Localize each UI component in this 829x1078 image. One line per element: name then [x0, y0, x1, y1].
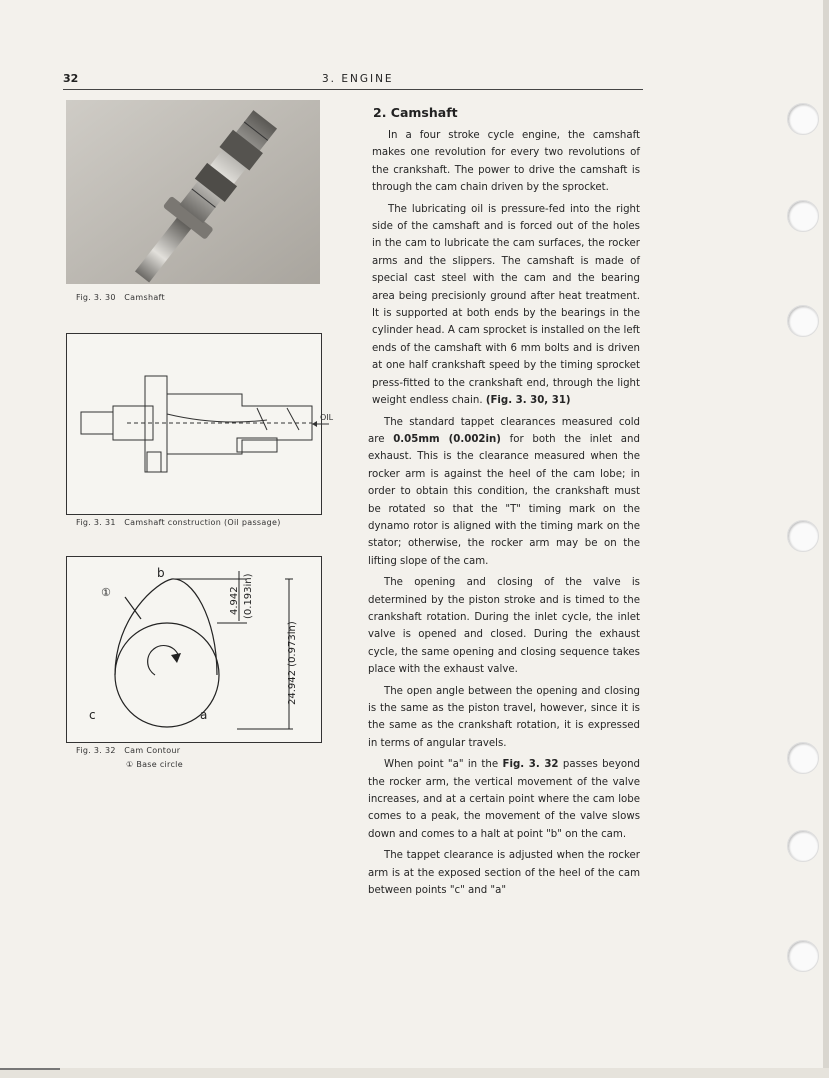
fig-3-31-number: Fig. 3. 31: [76, 518, 116, 527]
rotation-arrowhead: [171, 653, 181, 663]
punch-hole: [787, 305, 819, 337]
camshaft-photo-image: [66, 100, 320, 284]
chapter-title: 3. ENGINE: [322, 73, 394, 85]
paragraph-5: The open angle between the opening and closing is the same as the piston travel, however, since it is the same as the crankshaft rotation, it is expressed in terms of angular travels.: [368, 685, 640, 749]
point-a-label: a: [200, 708, 208, 722]
paragraph-3: [368, 414, 640, 571]
paragraph-6-lead: When point "a" in the: [384, 759, 499, 771]
oil-passage-drawing: [67, 334, 334, 514]
page-bottom-edge: [0, 1068, 829, 1078]
fig-3-32-caption: [76, 746, 180, 755]
paragraph-2-text: The lubricating oil is pressure-fed into the right side of the camshaft and is forced out of the holes in the cam to lubricate the cam surfaces, the rocker arms and the slippers. The camshaft is made of special cast steel with the cam and the bearing area being precisionly ground after heat treatment. It is supported at both ends by the bearings in the cylinder head. A cam sprocket is installed on the left ends of the camshaft with 6 mm bolts and is driven at one half crankshaft speed by the timing sprocket press-fitted to the crankshaft end, through the light weight endless chain.: [372, 203, 640, 407]
paragraph-7: The tappet clearance is adjusted when the rocker arm is at the exposed section of the heel of the cam between points "c" and "a": [368, 850, 640, 897]
clearance-value: 0.05mm (0.002in): [393, 433, 501, 445]
paragraph-1: In a four stroke cycle engine, the camshaft makes one revolution for every two revolutions of the crankshaft. The power to drive the camshaft is through the cam chain driven by the sprocket.: [372, 130, 640, 194]
fig-3-31-title: Camshaft construction (Oil passage): [124, 518, 281, 527]
base-circle-marker: ①: [101, 586, 111, 599]
cam-lobe: [115, 579, 217, 675]
base-circle-leader: [125, 597, 141, 619]
fig-3-32-title: Cam Contour: [124, 746, 181, 755]
punch-hole: [787, 830, 819, 862]
punch-hole: [787, 103, 819, 135]
fig-3-30-31-reference: (Fig. 3. 30, 31): [485, 395, 571, 407]
section-heading: 2. Camshaft: [373, 105, 458, 120]
cam-contour-diagram: [66, 556, 322, 743]
punch-hole: [787, 940, 819, 972]
punch-hole: [787, 742, 819, 774]
paragraph-6-text: passes beyond the rocker arm, the vertical movement of the valve increases, and at a certain point where the cam lobe comes to a peak, the movement of the valve slows down and comes to a halt at point "b" on the cam.: [368, 759, 641, 840]
total-dimension: 24.942 (0.973in): [287, 621, 298, 705]
header-rule: [63, 89, 643, 90]
lift-dimension-inches: (0.193in): [243, 573, 254, 619]
fig-3-30-title: Camshaft: [124, 293, 165, 302]
fig-3-31-caption: [76, 518, 281, 527]
punch-hole: [787, 200, 819, 232]
paragraph-3-text: for both the inlet and exhaust. This is the clearance measured when the rocker arm is against the heel of the cam lobe; in order to obtain this condition, the crankshaft must be rotated so that the "T" timing mark on the dynamo rotor is aligned with the timing mark on the stator; otherwise, the rocker arm may be on the lifting slope of the cam.: [368, 433, 640, 567]
fig-3-30-caption: [76, 293, 165, 302]
paragraph-2: [372, 201, 640, 410]
body-text: [368, 127, 641, 903]
lift-dimension: 4.942: [229, 586, 240, 615]
paragraph-4: The opening and closing of the valve is determined by the piston stroke and is timed to the crankshaft rotation. During the inlet cycle, the inlet valve is opened and closed. During the exhaust cycle, the same opening and closing sequence takes place with the exhaust valve.: [368, 577, 640, 676]
camshaft-photo: [66, 100, 320, 284]
cam-contour-drawing: [67, 557, 321, 742]
fig-3-32-legend: ① Base circle: [126, 760, 183, 769]
point-b-label: b: [157, 566, 165, 580]
fig-3-32-reference: Fig. 3. 32: [502, 759, 559, 771]
page-edge: [823, 0, 829, 1078]
paragraph-3-lead: The standard tappet clearances measured cold are: [368, 416, 640, 445]
fig-3-32-number: Fig. 3. 32: [76, 746, 116, 755]
punch-hole: [787, 520, 819, 552]
point-c-label: c: [89, 708, 96, 722]
camshaft-oil-passage-diagram: [66, 333, 334, 515]
rotation-arrow: [148, 646, 179, 675]
page-number: 32: [63, 72, 79, 85]
fig-3-30-number: Fig. 3. 30: [76, 293, 116, 302]
oil-label: OIL: [320, 413, 334, 422]
paragraph-6: [368, 756, 640, 843]
